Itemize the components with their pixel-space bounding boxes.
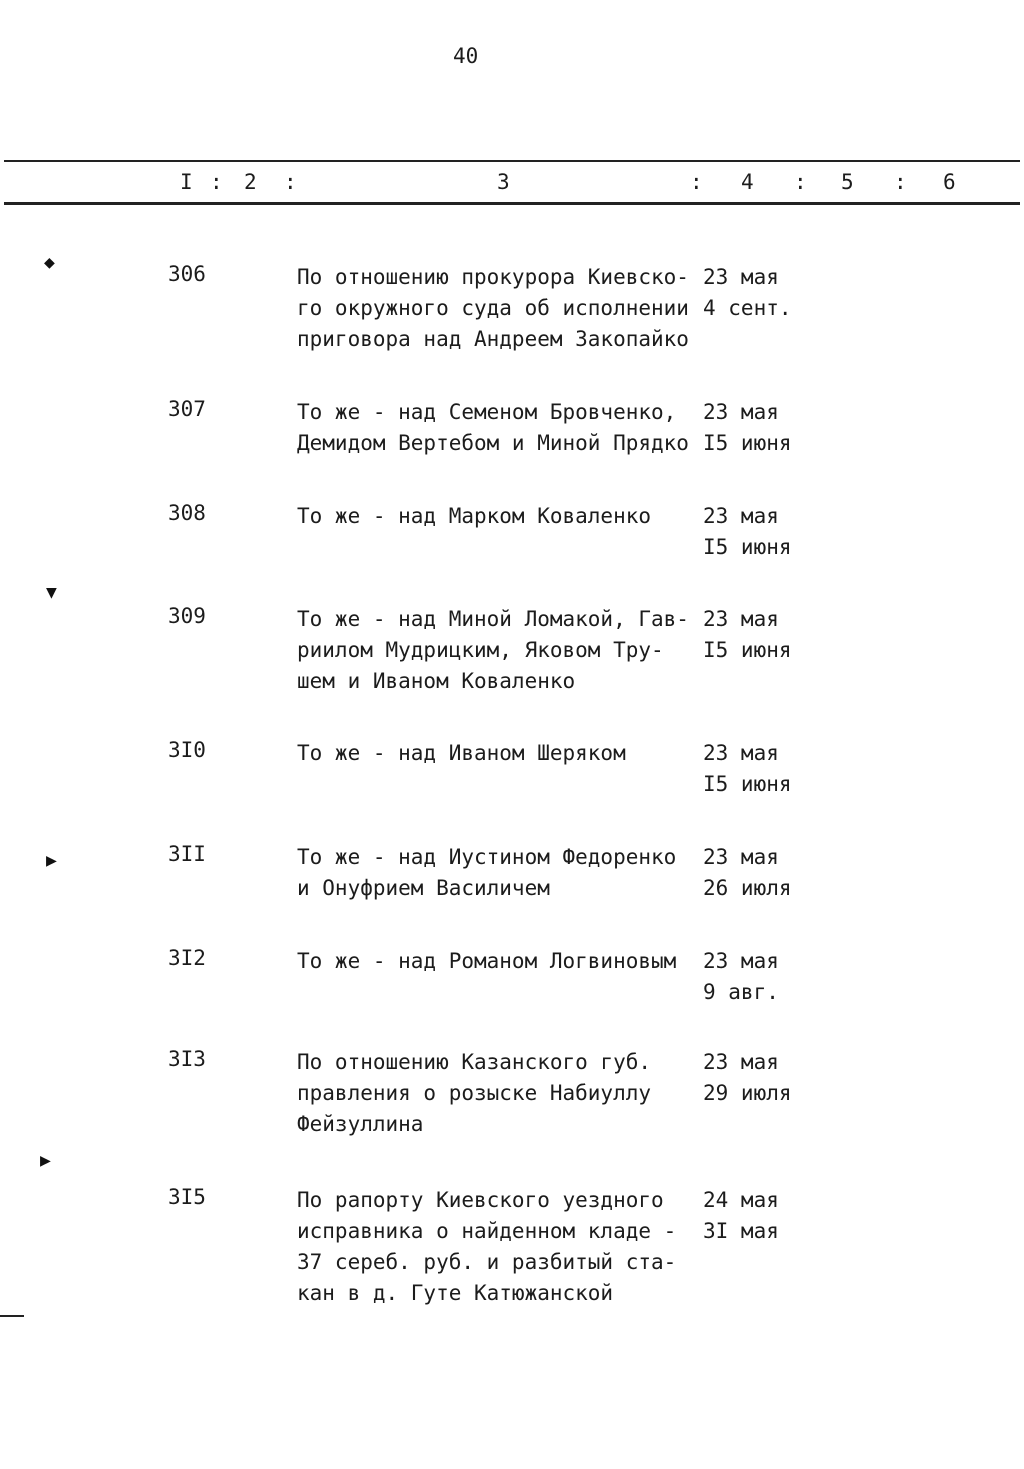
header-col-5: 5 xyxy=(841,170,854,194)
description-line: То же - над Иустином Федоренко xyxy=(297,845,677,869)
row-description xyxy=(297,397,697,459)
row-dates xyxy=(703,842,823,904)
end-date: I5 июня xyxy=(703,772,792,796)
start-date: 24 мая xyxy=(703,1188,779,1212)
row-dates xyxy=(703,738,823,800)
row-description xyxy=(297,604,697,697)
start-date: 23 мая xyxy=(703,949,779,973)
row-number: 307 xyxy=(168,397,206,421)
header-col-4: 4 xyxy=(741,170,754,194)
row-description xyxy=(297,262,697,355)
row-dates xyxy=(703,262,823,324)
row-dates xyxy=(703,1047,823,1109)
end-date: I5 июня xyxy=(703,535,792,559)
row-description xyxy=(297,1047,697,1140)
description-line: По отношению Казанского губ. xyxy=(297,1050,652,1074)
header-col-1: I xyxy=(180,170,193,194)
start-date: 23 мая xyxy=(703,265,779,289)
start-date: 23 мая xyxy=(703,607,779,631)
row-number: 3I5 xyxy=(168,1185,206,1209)
row-number: 3II xyxy=(168,842,206,866)
end-date: 9 авг. xyxy=(703,980,779,1004)
header-separator: : xyxy=(894,170,907,194)
description-line: То же - над Миной Ломакой, Гав- xyxy=(297,607,689,631)
description-line: То же - над Романом Логвиновым xyxy=(297,949,677,973)
description-line: шем и Иваном Коваленко xyxy=(297,669,576,693)
start-date: 23 мая xyxy=(703,400,779,424)
row-number: 306 xyxy=(168,262,206,286)
description-line: То же - над Иваном Шеряком xyxy=(297,741,626,765)
description-line: го окружного суда об исполнении xyxy=(297,296,689,320)
start-date: 23 мая xyxy=(703,1050,779,1074)
margin-mark-icon: ▶ xyxy=(46,850,57,871)
description-line: кан в д. Гуте Катюжанской xyxy=(297,1281,614,1305)
margin-line xyxy=(0,1315,24,1317)
row-dates xyxy=(703,604,823,666)
header-separator: : xyxy=(794,170,807,194)
row-description xyxy=(297,946,697,977)
row-number: 3I0 xyxy=(168,738,206,762)
description-line: риилом Мудрицким, Яковом Тру- xyxy=(297,638,664,662)
description-line: исправника о найденном кладе - xyxy=(297,1219,677,1243)
header-col-2: 2 xyxy=(244,170,257,194)
header-separator: : xyxy=(284,170,297,194)
description-line: Демидом Вертебом и Миной Прядко xyxy=(297,431,689,455)
row-number: 3I3 xyxy=(168,1047,206,1071)
header-top-rule xyxy=(4,160,1020,162)
header-col-6: 6 xyxy=(943,170,956,194)
header-bottom-rule xyxy=(4,202,1020,205)
margin-mark-icon: ▼ xyxy=(46,582,57,603)
end-date: I5 июня xyxy=(703,431,792,455)
page-number: 40 xyxy=(453,44,479,68)
row-description xyxy=(297,1185,697,1309)
margin-mark-icon: ▶ xyxy=(40,1150,51,1171)
header-col-3: 3 xyxy=(497,170,510,194)
row-description xyxy=(297,501,697,532)
margin-mark-icon: ◆ xyxy=(44,252,55,273)
row-dates xyxy=(703,946,823,1008)
row-dates xyxy=(703,1185,823,1247)
row-number: 3I2 xyxy=(168,946,206,970)
start-date: 23 мая xyxy=(703,845,779,869)
end-date: 29 июля xyxy=(703,1081,792,1105)
row-dates xyxy=(703,397,823,459)
start-date: 23 мая xyxy=(703,741,779,765)
description-line: 37 сереб. руб. и разбитый ста- xyxy=(297,1250,677,1274)
description-line: То же - над Марком Коваленко xyxy=(297,504,652,528)
end-date: I5 июня xyxy=(703,638,792,662)
description-line: По рапорту Киевского уездного xyxy=(297,1188,664,1212)
row-number: 309 xyxy=(168,604,206,628)
row-number: 308 xyxy=(168,501,206,525)
row-description xyxy=(297,738,697,769)
description-line: По отношению прокурора Киевско- xyxy=(297,265,689,289)
header-separator: : xyxy=(690,170,703,194)
description-line: и Онуфрием Василичем xyxy=(297,876,550,900)
end-date: 3I мая xyxy=(703,1219,779,1243)
row-dates xyxy=(703,501,823,563)
start-date: 23 мая xyxy=(703,504,779,528)
description-line: приговора над Андреем Закопайко xyxy=(297,327,689,351)
end-date: 26 июля xyxy=(703,876,792,900)
end-date: 4 сент. xyxy=(703,296,792,320)
header-separator: : xyxy=(210,170,223,194)
row-description xyxy=(297,842,697,904)
description-line: Фейзуллина xyxy=(297,1112,424,1136)
description-line: То же - над Семеном Бровченко, xyxy=(297,400,677,424)
description-line: правления о розыске Набиуллу xyxy=(297,1081,652,1105)
